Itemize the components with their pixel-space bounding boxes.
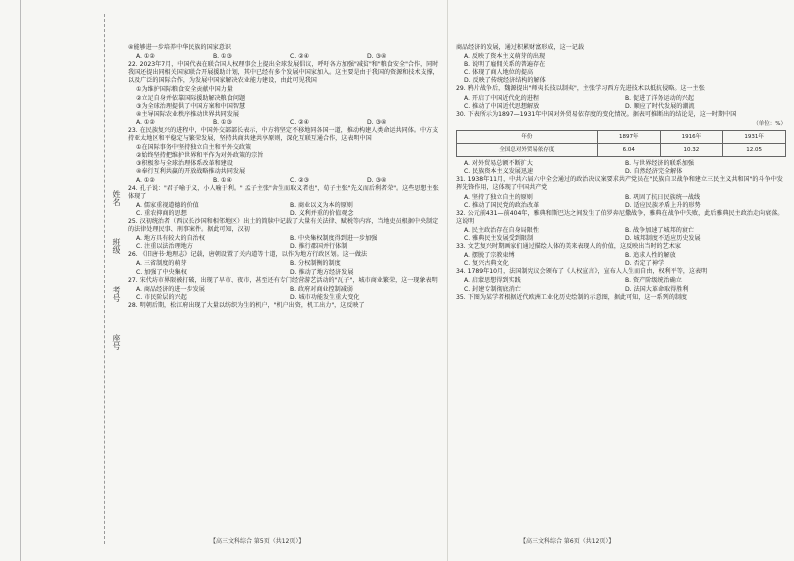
option: B. 分权制衡的制度 [290,260,341,268]
statement: ①在国际事务中坚持独立自主和平外交政策 [136,144,252,152]
option: B. 促进了洋务运动的兴起 [625,94,694,102]
table-row-label: 全国总对外贸易依存度 [457,144,598,157]
question-22: 22. 2023年7月，中国代表在联合国人权理事会上提出全球发展倡议，呼吁各方加强"减贫"和"粮食安全"合作，同时我国还提出同相关国家联合开展援助计划，其中已经有多个发展中国家加入。这主要是由于我国的资源和技术支撑，以及广泛的国际合作，为发展中国家解决农业能力建设，由此可见我国 [128,61,439,85]
q23-options [128,177,444,185]
option: C. ②③ [290,176,310,184]
option: B. 商业以义为本的原则 [290,201,353,209]
option: B. ①④ [213,176,232,184]
option: A. 反映了资本主义萌芽的出现 [464,53,546,61]
option: A. 开启了中国近代化的进程 [464,94,539,102]
option: B. 巩固了抗日民族统一战线 [625,193,701,201]
question-28: 28. 明朝后期，松江府出现了大量以纺织为生的机户，"机户出资，机工出力"，这反映了 [128,301,365,309]
option: D. ③④ [367,53,387,61]
trade-dependency-table [456,130,786,157]
option: D. 城市功能发生重大变化 [290,293,360,301]
page-footer-right: 【高三文科综合 第6页（共12页）】 [520,538,615,545]
statement: ④奉行互利共赢的开放战略推动共同发展 [136,168,246,176]
intro-line: ④能够进一步培养中华民族的国家意识 [128,44,231,51]
option: C. 加强了中央集权 [136,268,187,276]
option: D. 推动了地方经济发展 [290,268,354,276]
option: B. 资产阶级统治确立 [625,277,682,285]
question-24: 24. 孔子说："君子喻于义，小人喻于利。" 孟子主张"舍生而取义者也"，荀子主张"先义而后利者荣"。这些思想主张体现了 [128,184,439,200]
q24-options [128,202,444,218]
option: A. ①② [136,118,155,126]
option: C. 民族资本主义发展迅速 [464,168,534,176]
binding-label: 班级 [112,238,121,254]
question-26: 26. 《旧唐书·地理志》记载，唐朝设置了关内道等十道，以作为地方行政区划。这一做法 [128,251,368,259]
q27-options [128,286,444,302]
question-28-tail: 商品经济的发展，通过积累财富形成，这一记载 [456,44,584,51]
option: D. 自然经济完全解体 [625,168,683,176]
statement: ③积极参与全球治理体系改革和建设 [136,160,233,168]
table-cell: 6.04 [597,144,660,157]
option: D. 否定了神学 [625,260,665,268]
option: A. 地方具有较大的自治权 [136,235,205,243]
statement: ②立足自身并依靠国际援助解决粮食问题 [136,94,246,102]
table-header-cell: 1931年 [723,130,786,143]
option: C. 市民阶层的兴起 [136,293,187,301]
table-row [457,144,786,157]
question-29: 29. 鸦片战争后，魏源提出"师夷长技以制夷"，主张学习西方先进技术以抵抗侵略。这一主张 [456,85,705,93]
q29-options [456,95,786,111]
q32-options [456,227,786,243]
question-25: 25. 汉初统治者（西汉长沙国和相邻地区）出土的简牍中记载了大量有关法律、赋税等内容，当地吏员根据中央制定的法律处理民事、刑事案件。据此可知，汉初 [128,217,439,234]
binding-labels [104,190,122,350]
option: A. 商品经济的进一步发展 [136,285,205,293]
statement: ①为维护国际粮食安全贡献中国力量 [136,86,233,94]
option: A. 三省制度的萌芽 [136,260,187,268]
option: D. ③④ [367,176,387,184]
option: D. 义利并重的价值观念 [290,209,354,217]
option: B. 追求人性的解放 [625,252,676,260]
question-32: 32. 公元前431—前404年，雅典和斯巴达之间发生了伯罗奔尼撒战争，雅典在战争中失败，此后雅典民主政治走向衰落。这说明 [456,209,784,225]
option: D. 顺应了时代发展的潮流 [625,102,695,110]
q22-options [128,119,444,127]
option: A. 民主政治存在自身局限性 [464,226,539,234]
page-footer-left: 【高三文科综合 第5页（共12页）】 [210,538,305,545]
table-cell: 10.32 [660,144,723,157]
q25-options [128,235,444,251]
table-header-cell: 年份 [457,130,598,143]
option: A. ①② [136,53,155,61]
option: C. 注重以法治理地方 [136,243,193,251]
option: B. 政府对商业控制减弱 [290,285,353,293]
option: D. ③④ [367,118,387,126]
option: B. ①③ [213,118,232,126]
option: B. 与世界经济的联系加强 [625,160,694,168]
statement: ④主导国际农业秩序推动世界共同发展 [136,110,239,118]
table-header-cell: 1897年 [597,130,660,143]
page-fold [447,0,448,561]
question-31: 31. 1938年11月，中共六届六中全会通过的政治决议案要求共产党员在"民族自卫战争和建立三民主义共和国"的斗争中发挥先锋作用，这体现了中国共产党 [456,176,783,192]
question-27: 27. 宋代坊市界限被打破，出现了早市、夜市，甚至还有专门经营游艺活动的"瓦子"，城市商业繁荣，这一现象表明 [128,276,438,284]
table-cell: 12.05 [723,144,786,157]
q33-options [456,252,786,268]
option: A. 儒家重视道德的价值 [136,201,199,209]
question-33: 33. 文艺复兴时期画家们通过描绘人体的美来表现人的价值，这反映出当时的艺术家 [456,243,681,251]
table-header-row [457,130,786,143]
statement: ③为全球治理提供了中国方案和中国智慧 [136,102,246,110]
q30-options [456,160,786,176]
option: C. 体现了商人地位的提高 [464,69,534,77]
left-margin-strip [0,0,21,561]
option: C. 雅典民主发展受到限制 [464,234,534,242]
option: A. 摆脱了宗教束缚 [464,252,515,260]
right-page-column [456,44,786,303]
question-30: 30. 下表所示为1897—1931年中国对外贸易依存度的变化情况。据表可推断出的结论是，这一时期中国 [456,110,737,118]
option: D. 推行郡国并行体制 [290,243,348,251]
option: C. 封建专制彻底消亡 [464,285,521,293]
q31-options [456,194,786,210]
option: C. 复兴古典文化 [464,260,509,268]
binding-label: 姓名 [112,190,121,206]
q26-options [128,260,444,276]
option: D. 城邦制度不适应历史发展 [625,234,701,242]
question-34: 34. 1789年10月，法国制宪议会颁布了《人权宣言》，宣布人人生而自由，权利平等，这表明 [456,268,708,276]
option: C. 重农抑商的思想 [136,209,187,217]
option: A. 坚持了独立自主的原则 [464,193,533,201]
binding-label: 考号 [112,286,121,302]
option: C. 推动了中国近代思想解放 [464,102,540,110]
statement: ②始终坚持把维护世界和平作为对外政策的宗旨 [136,152,264,160]
option: D. 反映了传统经济结构的解体 [464,77,546,85]
binding-label: 座号 [112,334,121,350]
question-23: 23. 在民族复兴的进程中，中国外交部部长表示，中方将坚定不移地同各国一道，推动构建人类命运共同体。中方支持亚太地区和平稳定与繁荣发展，坚持共商共建共享原则，深化互联互通合作，这表明中国 [128,126,439,143]
question-35: 35. 下图为某学者根据近代欧洲工业化历史绘制的示意图，据此可知，这一系列的制度 [456,293,688,301]
option: C. ②④ [290,118,310,126]
table-header-cell: 1916年 [660,130,723,143]
option: B. 战争加速了城邦的衰亡 [625,226,694,234]
q34-options [456,277,786,293]
option: A. 对外贸易总额不断扩大 [464,160,533,168]
option: B. 中央集权制度得到进一步加强 [290,235,378,243]
left-page-column [128,44,444,311]
option: C. ②④ [290,53,310,61]
option: A. ①② [136,176,155,184]
table-unit: （单位：%） [753,120,786,127]
option: C. 推动了国民党的政治改革 [464,201,540,209]
intro-options [128,53,444,61]
option: B. 说明了雇佣关系的普遍存在 [464,61,546,69]
option: A. 启蒙思想得到实践 [464,277,521,285]
option: B. ①③ [213,53,232,61]
option: D. 法国大革命取得胜利 [625,285,689,293]
option: D. 适应民族矛盾上升的形势 [625,201,701,209]
